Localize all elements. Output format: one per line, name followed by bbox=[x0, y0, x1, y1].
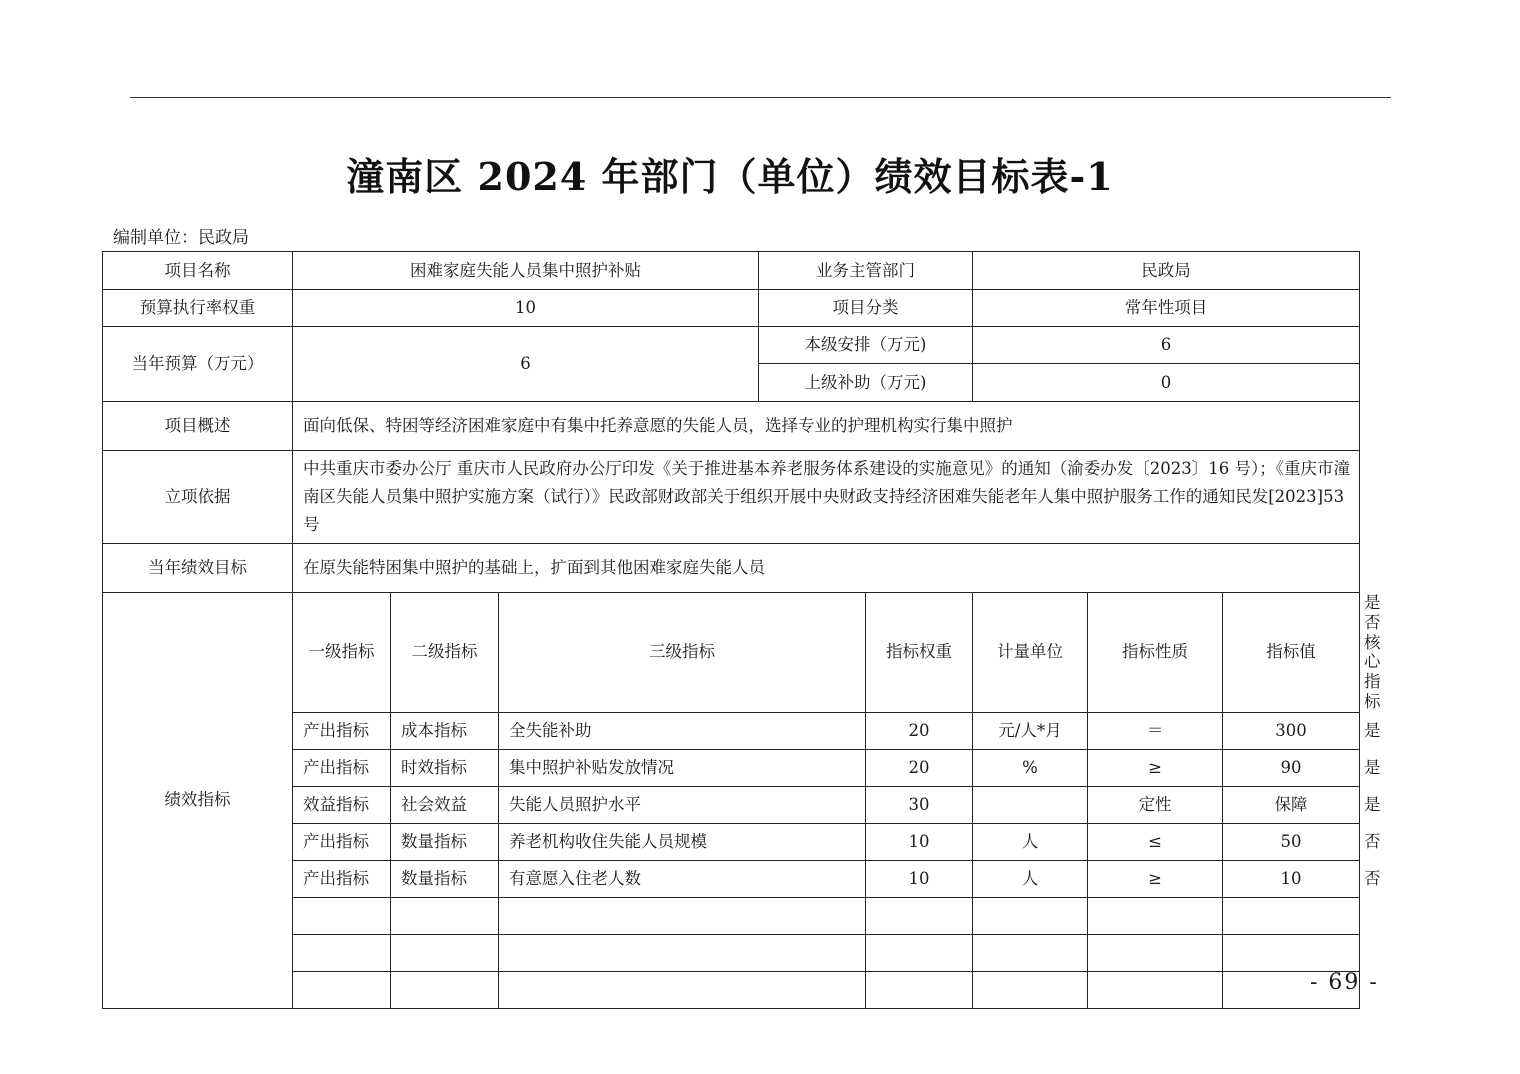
indicator-cell-unit bbox=[973, 786, 1088, 823]
indicator-cell-level2: 数量指标 bbox=[391, 823, 499, 860]
indicator-cell-weight: 10 bbox=[866, 860, 973, 897]
basis-label: 立项依据 bbox=[103, 451, 293, 544]
dept-label: 业务主管部门 bbox=[759, 252, 973, 290]
indicator-cell-unit bbox=[973, 971, 1088, 1008]
indicator-cell-unit bbox=[973, 934, 1088, 971]
project-name-label: 项目名称 bbox=[103, 252, 293, 290]
category-value: 常年性项目 bbox=[973, 290, 1360, 327]
overview-label: 项目概述 bbox=[103, 402, 293, 451]
page-number: - 69 - bbox=[1310, 970, 1379, 995]
indicator-cell-value: 90 bbox=[1223, 749, 1360, 786]
budget-label: 当年预算（万元） bbox=[103, 327, 293, 402]
indicator-cell-level2: 成本指标 bbox=[391, 712, 499, 749]
indicator-cell-level2 bbox=[391, 971, 499, 1008]
project-name-value: 困难家庭失能人员集中照护补贴 bbox=[293, 252, 759, 290]
indicator-header-weight: 指标权重 bbox=[866, 593, 973, 713]
dept-value: 民政局 bbox=[973, 252, 1360, 290]
document-title: 潼南区 2024 年部门（单位）绩效目标表-1 bbox=[346, 154, 1114, 199]
indicator-cell-level1 bbox=[293, 971, 391, 1008]
weight-label: 预算执行率权重 bbox=[103, 290, 293, 327]
table-row: 产出指标 成本指标 全失能补助 20 元/人*月 ＝ 300 是 bbox=[103, 712, 1360, 749]
indicator-cell-unit: 人 bbox=[973, 823, 1088, 860]
indicator-header-value: 指标值 bbox=[1223, 593, 1360, 713]
indicator-cell-weight: 30 bbox=[866, 786, 973, 823]
indicator-cell-nature: ≥ bbox=[1088, 860, 1223, 897]
table-row: 产出指标 数量指标 有意愿入住老人数 10 人 ≥ 10 否 bbox=[103, 860, 1360, 897]
overview-value: 面向低保、特困等经济困难家庭中有集中托养意愿的失能人员，选择专业的护理机构实行集中照护 bbox=[293, 402, 1360, 451]
indicator-cell-nature bbox=[1088, 934, 1223, 971]
indicator-cell-value: 50 bbox=[1223, 823, 1360, 860]
indicator-cell-nature bbox=[1088, 897, 1223, 934]
budget-value: 6 bbox=[293, 327, 759, 402]
header-rule bbox=[130, 97, 1391, 98]
indicator-cell-nature: 定性 bbox=[1088, 786, 1223, 823]
indicator-cell-value: 10 bbox=[1223, 860, 1360, 897]
indicator-cell-level3: 失能人员照护水平 bbox=[499, 786, 866, 823]
indicator-cell-weight bbox=[866, 971, 973, 1008]
table-row: 产出指标 数量指标 养老机构收住失能人员规模 10 人 ≤ 50 否 bbox=[103, 823, 1360, 860]
indicator-header-level3: 三级指标 bbox=[499, 593, 866, 713]
indicator-cell-weight bbox=[866, 934, 973, 971]
goal-value: 在原失能特困集中照护的基础上，扩面到其他困难家庭失能人员 bbox=[293, 544, 1360, 593]
category-label: 项目分类 bbox=[759, 290, 973, 327]
indicator-cell-level2: 数量指标 bbox=[391, 860, 499, 897]
table-row: 效益指标 社会效益 失能人员照护水平 30 定性 保障 是 bbox=[103, 786, 1360, 823]
indicator-cell-value: 保障 bbox=[1223, 786, 1360, 823]
indicator-header-unit: 计量单位 bbox=[973, 593, 1088, 713]
indicator-cell-level3 bbox=[499, 971, 866, 1008]
indicator-cell-unit: % bbox=[973, 749, 1088, 786]
indicator-cell-unit: 元/人*月 bbox=[973, 712, 1088, 749]
indicator-cell-level3: 养老机构收住失能人员规模 bbox=[499, 823, 866, 860]
indicator-header-level2: 二级指标 bbox=[391, 593, 499, 713]
indicator-cell-weight: 20 bbox=[866, 712, 973, 749]
indicator-cell-level1: 产出指标 bbox=[293, 823, 391, 860]
table-row: 产出指标 时效指标 集中照护补贴发放情况 20 % ≥ 90 是 bbox=[103, 749, 1360, 786]
indicator-cell-level1 bbox=[293, 934, 391, 971]
indicator-cell-level1: 产出指标 bbox=[293, 749, 391, 786]
indicator-cell-level3: 有意愿入住老人数 bbox=[499, 860, 866, 897]
indicator-cell-nature bbox=[1088, 971, 1223, 1008]
indicator-cell-level2: 时效指标 bbox=[391, 749, 499, 786]
indicator-cell-nature: ≥ bbox=[1088, 749, 1223, 786]
indicator-cell-level2 bbox=[391, 934, 499, 971]
performance-target-table: 项目名称 困难家庭失能人员集中照护补贴 业务主管部门 民政局 预算执行率权重 10 项目分类 常年性项目 当年预算（万元） 6 本级安排（万元) 6 上级补助（万元) 0 项目概述 面向低保、特困等经济困难家庭中有集中托养意愿的失能人员，选择专业的护理机构实行集中照护 立项依据 中共重庆市委办公厅 重庆市人民政府办公厅印发《关于推进基本养老服务体系建设的实施意见》的通知（渝委办发〔2023〕16 号）；《重庆市潼南区失能人员集中照护实施方案（试行）》民政部财政部关于组织开展中央财政支持经济困难失能老年人集中照护服务工作的通知民发[2023]53 号 当年绩效目标 在原失能特困集中照护的基础上，扩面到其他困难家庭失能人员 绩效指标 一级指标 二级指标 三级指标 指标权重 计量单位 指标性质 指标值 是否核心指标 产出指标 成本指标 全失能补助 20 元/人*月 ＝ 300 是 产出指标 时效指标 集中照护补贴发放情况 20 % ≥ 90 是 效益指标 社会效益 失能人员照护水平 30 定性 保障 是 产出指标 数量指标 养老机构收住失能人员规模 10 人 ≤ 50 否 产出指标 数量指标 有意愿入住老人数 10 人 ≥ 10 否 bbox=[102, 251, 1360, 1009]
indicator-cell-value bbox=[1223, 897, 1360, 934]
indicator-cell-level2: 社会效益 bbox=[391, 786, 499, 823]
indicator-cell-level1: 产出指标 bbox=[293, 860, 391, 897]
upper-subsidy-label: 上级补助（万元) bbox=[759, 364, 973, 402]
weight-value: 10 bbox=[293, 290, 759, 327]
indicator-cell-value: 300 bbox=[1223, 712, 1360, 749]
goal-label: 当年绩效目标 bbox=[103, 544, 293, 593]
indicator-cell-unit bbox=[973, 897, 1088, 934]
indicator-header-nature: 指标性质 bbox=[1088, 593, 1223, 713]
indicator-cell-level3 bbox=[499, 897, 866, 934]
indicator-cell-level3: 集中照护补贴发放情况 bbox=[499, 749, 866, 786]
indicator-header-level1: 一级指标 bbox=[293, 593, 391, 713]
local-budget-label: 本级安排（万元) bbox=[759, 327, 973, 364]
indicator-cell-weight bbox=[866, 897, 973, 934]
indicator-cell-level1 bbox=[293, 897, 391, 934]
upper-subsidy-value: 0 bbox=[973, 364, 1360, 402]
indicator-cell-weight: 10 bbox=[866, 823, 973, 860]
indicator-cell-level2 bbox=[391, 897, 499, 934]
indicator-cell-nature: ≤ bbox=[1088, 823, 1223, 860]
indicator-section-label: 绩效指标 bbox=[103, 593, 293, 1009]
indicator-cell-level1: 效益指标 bbox=[293, 786, 391, 823]
indicator-cell-level3: 全失能补助 bbox=[499, 712, 866, 749]
basis-value: 中共重庆市委办公厅 重庆市人民政府办公厅印发《关于推进基本养老服务体系建设的实施意见》的通知（渝委办发〔2023〕16 号）；《重庆市潼南区失能人员集中照护实施方案（试行）》民政部财政部关于组织开展中央财政支持经济困难失能老年人集中照护服务工作的通知民发[2023]53 号 bbox=[293, 451, 1360, 544]
indicator-cell-level3 bbox=[499, 934, 866, 971]
indicator-cell-level1: 产出指标 bbox=[293, 712, 391, 749]
indicator-cell-nature: ＝ bbox=[1088, 712, 1223, 749]
indicator-cell-value bbox=[1223, 934, 1360, 971]
indicator-cell-unit: 人 bbox=[973, 860, 1088, 897]
local-budget-value: 6 bbox=[973, 327, 1360, 364]
compiling-unit: 编制单位：民政局 bbox=[113, 228, 249, 248]
indicator-cell-weight: 20 bbox=[866, 749, 973, 786]
